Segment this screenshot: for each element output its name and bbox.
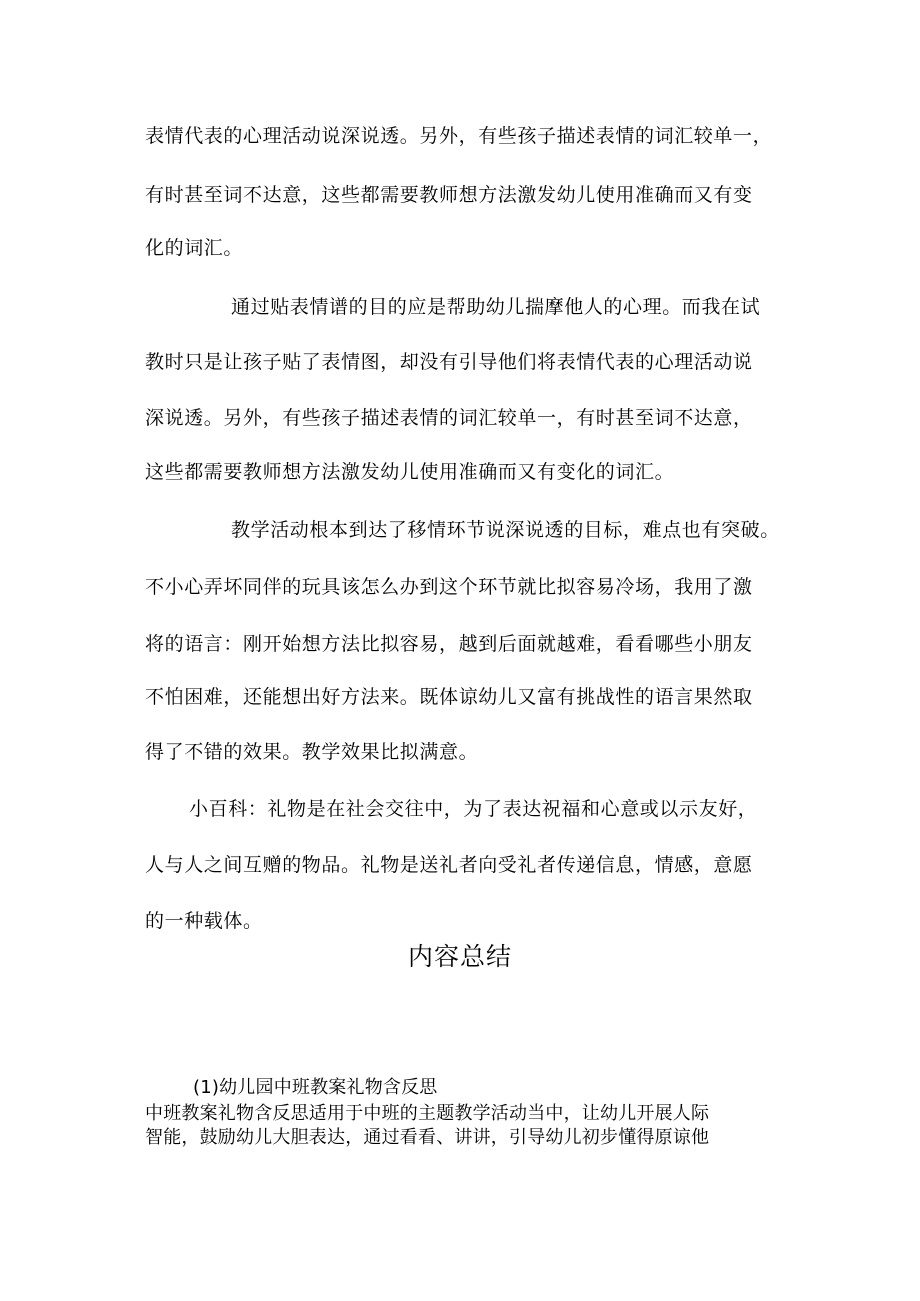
paragraph-line: 深说透。另外，有些孩子描述表情的词汇较单一，有时甚至词不达意， <box>145 407 753 429</box>
summary-item-heading: (1)幼儿园中班教案礼物含反思 <box>193 1077 438 1098</box>
paragraph-line: 的一种载体。 <box>145 910 263 932</box>
paragraph-line: 不怕困难，还能想出好方法来。既体谅幼儿又富有挑战性的语言果然取 <box>145 686 753 708</box>
paragraph-line: 将的语言：刚开始想方法比拟容易，越到后面就越难，看看哪些小朋友 <box>145 633 753 655</box>
paragraph-line: 这些都需要教师想方法激发幼儿使用准确而又有变化的词汇。 <box>145 461 675 483</box>
paragraph-line: 教时只是让孩子贴了表情图，却没有引导他们将表情代表的心理活动说 <box>145 351 753 373</box>
paragraph-line: 有时甚至词不达意，这些都需要教师想方法激发幼儿使用准确而又有变 <box>145 184 753 206</box>
paragraph-line: 教学活动根本到达了移情环节说深说透的目标，难点也有突破。 <box>231 519 780 541</box>
summary-line: 中班教案礼物含反思适用于中班的主题教学活动当中，让幼儿开展人际 <box>145 1103 710 1124</box>
paragraph-line: 通过贴表情谱的目的应是帮助幼儿揣摩他人的心理。而我在试 <box>231 296 761 318</box>
paragraph-line: 小百科：礼物是在社会交往中，为了表达祝福和心意或以示友好， <box>189 798 758 820</box>
summary-line: 智能，鼓励幼儿大胆表达，通过看看、讲讲，引导幼儿初步懂得原谅他 <box>145 1127 710 1148</box>
paragraph-line: 不小心弄坏同伴的玩具该怎么办到这个环节就比拟容易冷场，我用了激 <box>145 576 753 598</box>
summary-title: 内容总结 <box>407 942 512 971</box>
paragraph-line: 得了不错的效果。教学效果比拟满意。 <box>145 741 479 763</box>
paragraph-line: 化的词汇。 <box>145 237 244 259</box>
paragraph-line: 人与人之间互赠的物品。礼物是送礼者向受礼者传递信息，情感，意愿 <box>145 854 753 876</box>
paragraph-line: 表情代表的心理活动说深说透。另外，有些孩子描述表情的词汇较单一， <box>145 125 773 147</box>
